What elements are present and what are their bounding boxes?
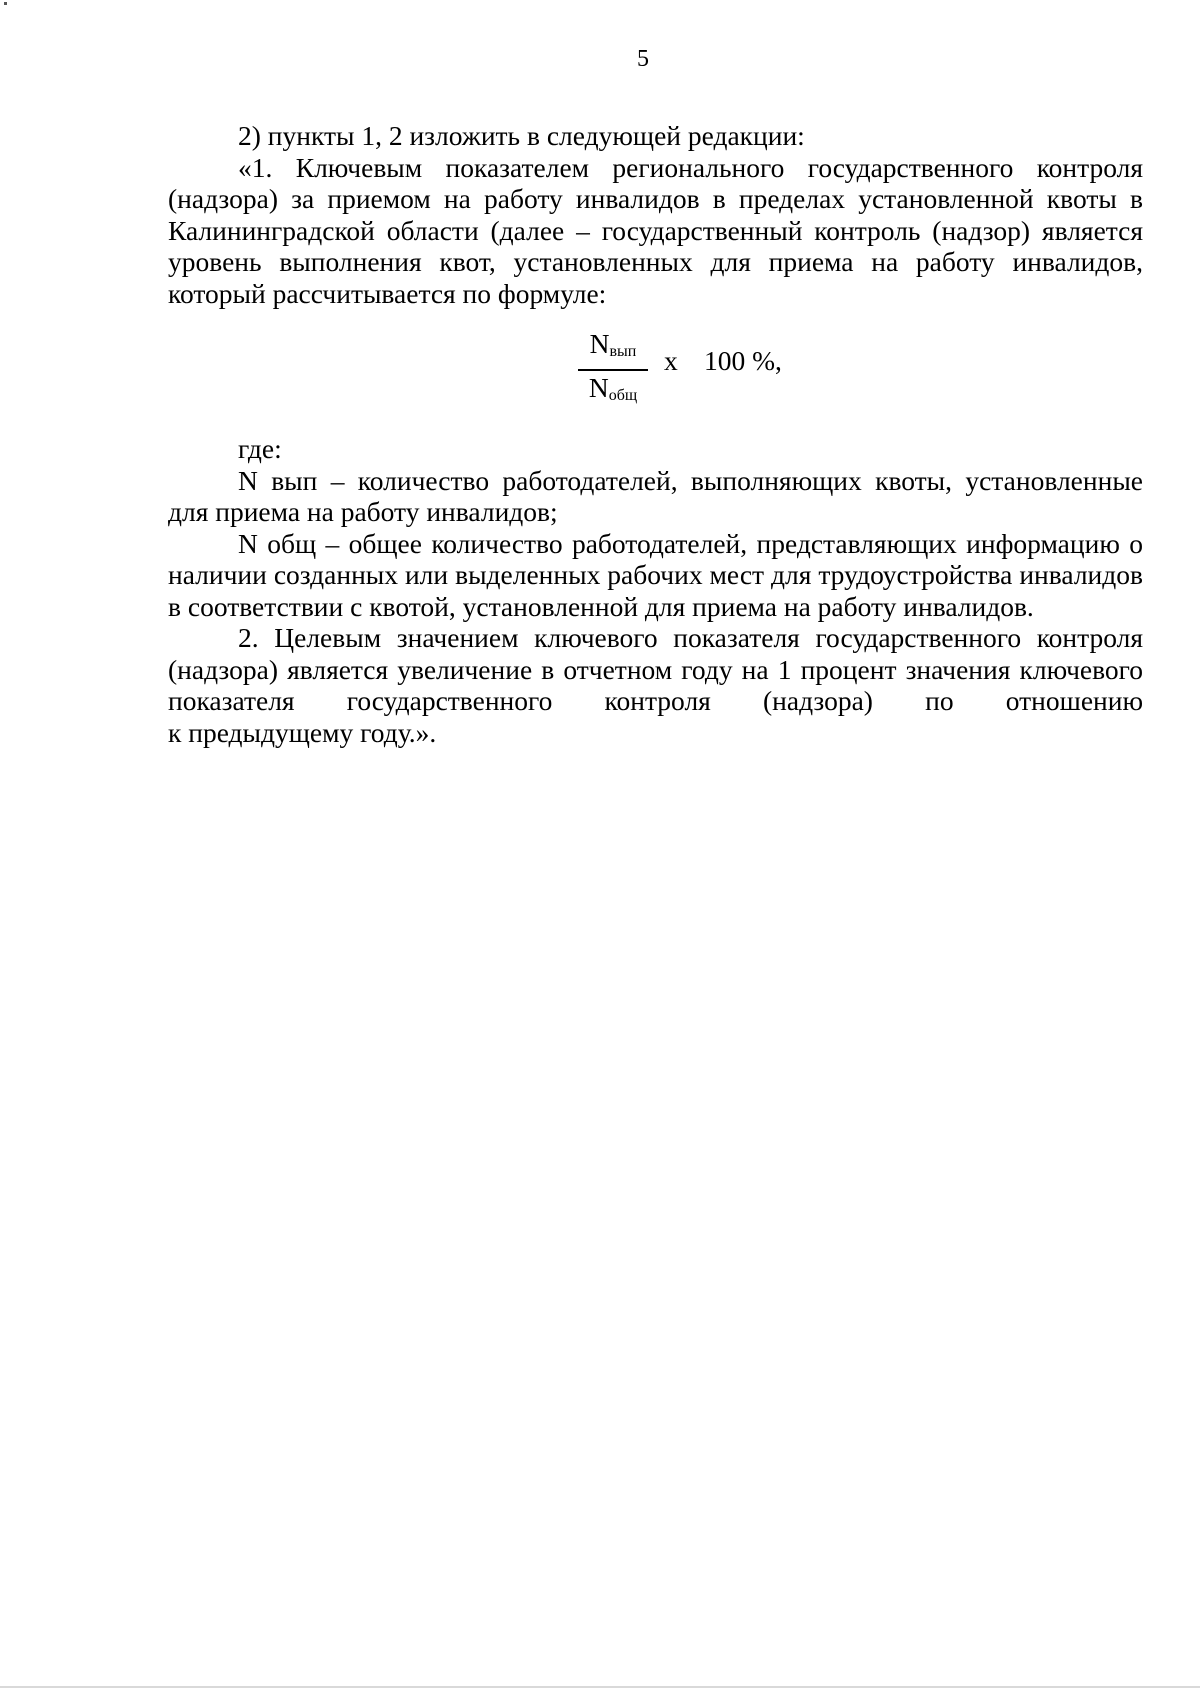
denominator-symbol: N <box>588 372 609 403</box>
formula-multiplier: 100 %, <box>704 345 782 376</box>
intro-line: 2) пункты 1, 2 изложить в следующей редакции: <box>238 120 805 151</box>
document-body <box>168 120 1143 748</box>
page-bottom-edge <box>0 1686 1200 1688</box>
formula-numerator <box>578 329 648 371</box>
where-label: где: <box>238 433 282 464</box>
page-number: 5 <box>637 46 649 72</box>
paragraph-2-tail: к предыдущему году.». <box>168 716 437 748</box>
formula-denominator <box>578 371 648 411</box>
scan-mark <box>4 2 7 5</box>
formula-operator: x <box>664 345 678 376</box>
formula <box>168 309 1143 433</box>
denominator-subscript: общ <box>608 387 638 404</box>
definition-n-obsch: N общ – общее количество работодателей, представляющих информацию о наличии созданных или выделенных рабочих мест для трудоустройства инвалидов в соответствии с квотой, установленной для приема на работу инвалидов. <box>168 527 1143 622</box>
definition-n-vyp: N вып – количество работодателей, выполняющих квоты, установленные для приема на работу инвалидов; <box>168 464 1143 527</box>
paragraph-2: 2. Целевым значением ключевого показателя государственного контроля (надзора) является увеличение в отчетном году на 1 процент значения ключевого показателя государственного контроля (надзора) по отношению <box>168 622 1143 716</box>
paragraph-1: «1. Ключевым показателем регионального государственного контроля (надзора) за приемом на работу инвалидов в пределах установленной квоты в Калининградской области (далее – государственный контроль (надзор) является уровень выполнения квот, установленных для приема на работу инвалидов, который рассчитывается по формуле: <box>168 151 1143 309</box>
numerator-symbol: N <box>589 328 610 359</box>
numerator-subscript: вып <box>609 343 637 360</box>
formula-fraction <box>578 329 648 411</box>
